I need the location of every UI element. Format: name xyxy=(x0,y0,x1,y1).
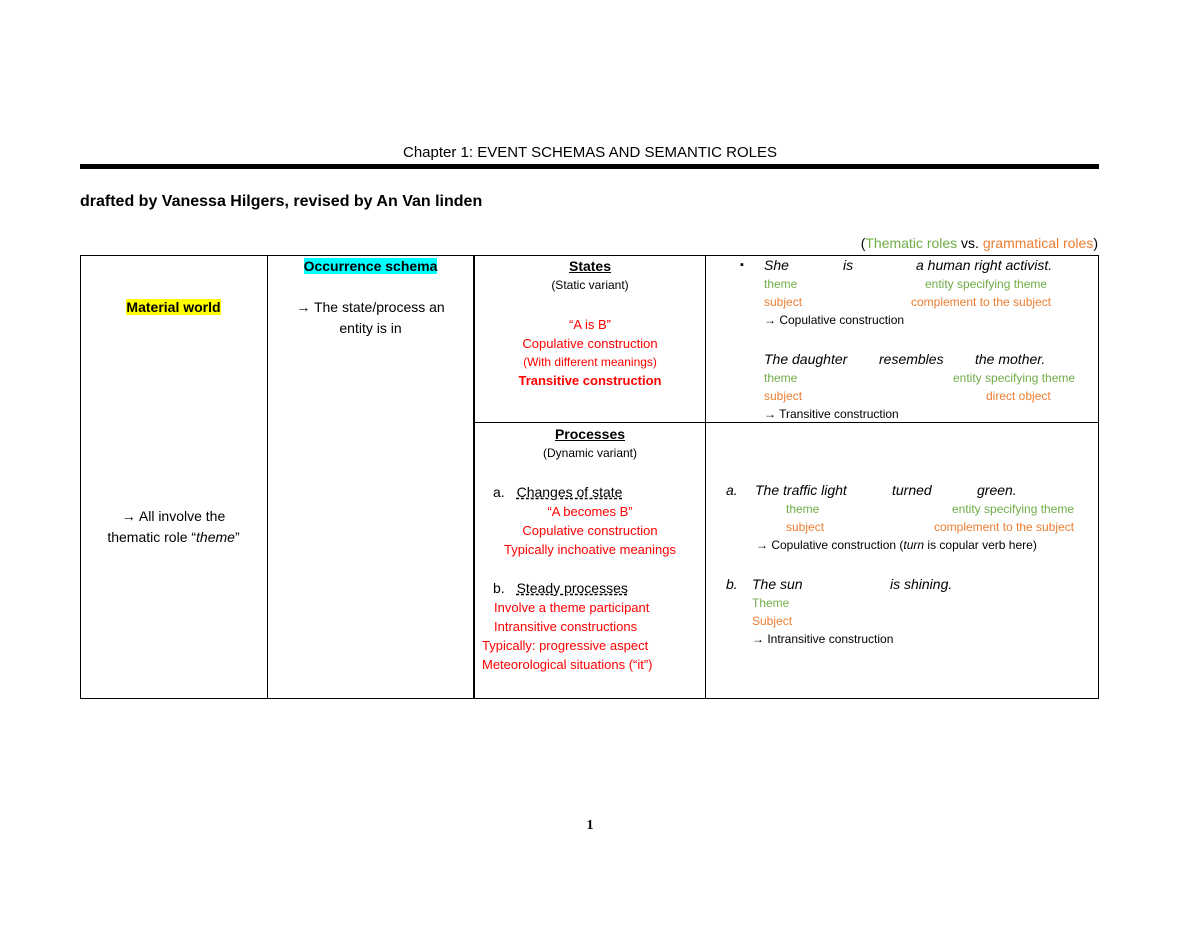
steady-line3: Typically: progressive aspect xyxy=(482,637,649,653)
ex1-word1: She xyxy=(764,257,789,273)
ex1-theme2: entity specifying theme xyxy=(925,277,1048,291)
changes-label: Changes of state xyxy=(516,483,623,500)
theme-note xyxy=(80,506,267,548)
ex4-theme: Theme xyxy=(752,596,790,610)
byline: drafted by Vanessa Hilgers, revised by An Van linden xyxy=(80,193,483,210)
legend-vs: vs. xyxy=(957,235,983,251)
processes-examples-cell xyxy=(706,424,1098,698)
schema-desc-line1: → The state/process an xyxy=(296,299,445,315)
ex3-marker: a. xyxy=(726,482,738,498)
processes-cell xyxy=(475,424,705,674)
changes-formula: “A becomes B” xyxy=(547,503,633,519)
ex4-gram: Subject xyxy=(752,614,793,628)
ex1-gram2: complement to the subject xyxy=(911,295,1052,309)
legend-grammatical: grammatical roles xyxy=(982,235,1094,251)
ex3-construction xyxy=(756,537,1037,555)
processes-variant: (Dynamic variant) xyxy=(542,446,638,460)
legend-open: ( xyxy=(860,235,866,251)
changes-marker: a. xyxy=(493,483,505,500)
theme-note-line2 xyxy=(80,527,267,548)
ex4-word1: The sun xyxy=(752,576,803,592)
changes-inchoative: Typically inchoative meanings xyxy=(504,541,676,557)
steady-line4: Meteorological situations (“it”) xyxy=(482,656,653,672)
states-heading: States xyxy=(568,258,612,274)
ex3-word2: turned xyxy=(892,482,932,498)
steady-marker: b. xyxy=(493,579,505,596)
theme-note-suffix: ” xyxy=(234,529,240,545)
changes-of-state-item xyxy=(493,483,723,502)
material-world-label: Material world xyxy=(126,299,221,315)
ex1-construction: → Copulative construction xyxy=(764,313,905,327)
processes-heading: Processes xyxy=(554,426,626,442)
ex4-marker: b. xyxy=(726,576,738,592)
ex1-theme1: theme xyxy=(764,277,798,291)
ex4-construction: → Intransitive construction xyxy=(752,632,894,646)
legend-close: ) xyxy=(1093,235,1098,251)
page-title: Chapter 1: EVENT SCHEMAS AND SEMANTIC ROLES xyxy=(403,144,777,161)
ex3-gram2: complement to the subject xyxy=(934,520,1075,534)
ex2-word1: The daughter xyxy=(764,351,848,367)
theme-note-prefix: thematic role “ xyxy=(107,529,197,545)
theme-note-theme: theme xyxy=(196,529,235,545)
steady-label: Steady processes xyxy=(516,579,628,596)
material-world-cell xyxy=(80,297,267,318)
steady-processes-item xyxy=(493,579,723,598)
title-rule xyxy=(80,164,1099,169)
ex2-gram1: subject xyxy=(764,389,803,403)
steady-line2: Intransitive constructions xyxy=(494,618,638,634)
table-border-bottom xyxy=(80,698,1099,699)
states-cell xyxy=(475,256,705,390)
ex4-word2: is shining. xyxy=(890,576,953,592)
ex3-construction-suffix: is copular verb here) xyxy=(924,538,1037,552)
ex2-gram2: direct object xyxy=(986,389,1051,403)
example-bullet: ▪ xyxy=(740,259,744,271)
ex3-word3: green. xyxy=(977,482,1017,498)
occurrence-schema-cell xyxy=(268,256,473,339)
schema-desc-line2: entity is in xyxy=(339,320,402,336)
states-meanings: (With different meanings) xyxy=(523,354,657,369)
legend-thematic: Thematic roles xyxy=(865,235,958,251)
ex3-gram1: subject xyxy=(786,520,825,534)
table-border-right xyxy=(1098,255,1099,699)
schema-table xyxy=(80,255,1099,699)
ex2-word2: resembles xyxy=(879,351,944,367)
page-number: 1 xyxy=(586,818,594,833)
changes-copulative: Copulative construction xyxy=(522,522,658,538)
ex2-construction: → Transitive construction xyxy=(764,407,899,421)
ex2-theme1: theme xyxy=(764,371,798,385)
ex3-word1: The traffic light xyxy=(755,482,847,498)
states-examples-cell xyxy=(706,256,1098,422)
ex1-word2: is xyxy=(843,257,854,273)
steady-line1: Involve a theme participant xyxy=(494,599,650,615)
ex1-gram1: subject xyxy=(764,295,803,309)
ex3-theme2: entity specifying theme xyxy=(952,502,1075,516)
states-transitive: Transitive construction xyxy=(518,372,662,388)
ex1-word3: a human right activist. xyxy=(916,257,1053,273)
occurrence-schema-label: Occurrence schema xyxy=(303,258,438,274)
table-border-left xyxy=(80,255,81,699)
ex3-construction-turn: turn xyxy=(903,538,925,552)
roles-legend xyxy=(861,235,1098,251)
states-formula: “A is B” xyxy=(569,316,611,332)
ex2-theme2: entity specifying theme xyxy=(953,371,1076,385)
ex3-theme1: theme xyxy=(786,502,820,516)
states-copulative: Copulative construction xyxy=(522,335,658,351)
theme-note-line1: → All involve the xyxy=(121,508,226,524)
ex2-word3: the mother. xyxy=(975,351,1046,367)
states-variant: (Static variant) xyxy=(551,278,629,292)
ex3-construction-prefix: → Copulative construction ( xyxy=(756,538,904,552)
